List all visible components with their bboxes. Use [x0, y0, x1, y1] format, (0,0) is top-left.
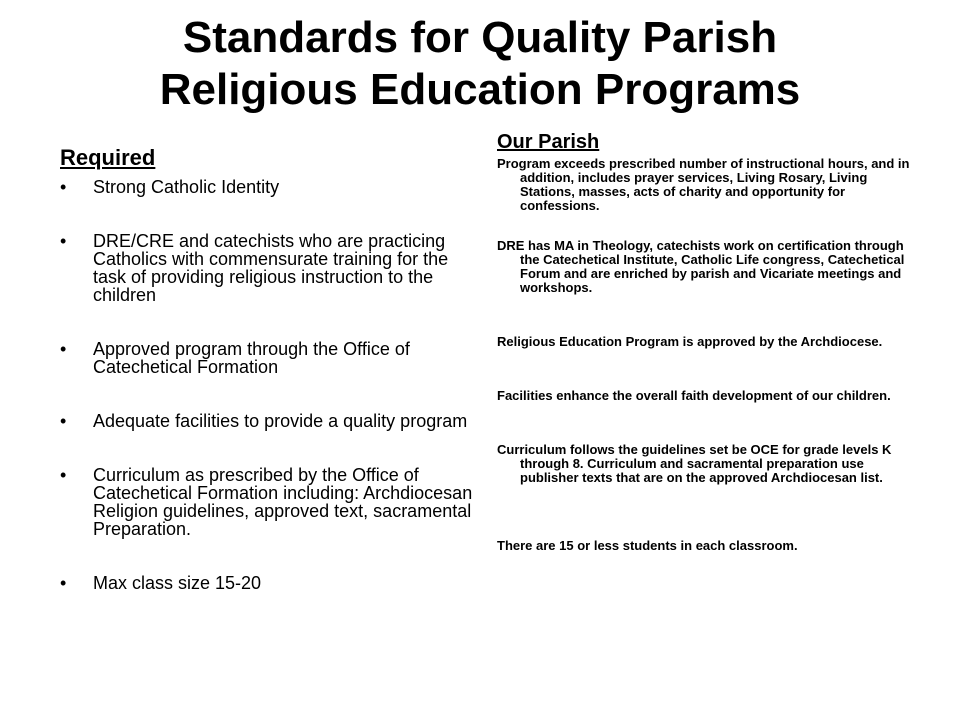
required-item — [60, 178, 480, 196]
required-item-text: Strong Catholic Identity — [93, 177, 280, 197]
our-parish-item: Program exceeds prescribed number of instructional hours, and in addition, includes prayer services, Living Rosary, Living Stations, masses, acts of charity and opportunity for confessions. — [497, 156, 910, 213]
our-parish-item: DRE has MA in Theology, catechists work on certification through the Catechetical Institute, Catholic Life congress, Catechetical Forum and are enriched by parish and Vicariate meetings and workshops. — [497, 238, 905, 295]
required-item — [60, 574, 480, 592]
required-item-text: Curriculum as prescribed by the Office of Catechetical Formation including: Archdiocesan Religion guidelines, approved text, sacramental Preparation. — [93, 465, 473, 539]
required-item — [60, 412, 480, 430]
our-parish-item: There are 15 or less students in each classroom. — [497, 538, 798, 553]
bullet-icon: • — [60, 231, 67, 251]
required-column — [60, 142, 480, 592]
bullet-icon: • — [60, 465, 67, 485]
our-parish-heading: Our Parish — [497, 131, 600, 153]
required-item — [60, 466, 480, 538]
title-line-2: Religious Education Programs — [159, 65, 801, 114]
required-item-text: DRE/CRE and catechists who are practicing Catholics with commensurate training for the task of providing religious instruction to the children — [93, 231, 449, 305]
bullet-icon: • — [60, 339, 67, 359]
slide-title — [0, 12, 960, 116]
required-item-text: Approved program through the Office of Catechetical Formation — [93, 339, 410, 377]
our-parish-item: Religious Education Program is approved by the Archdiocese. — [497, 334, 883, 349]
title-line-1: Standards for Quality Parish — [182, 13, 778, 62]
required-item-text: Max class size 15-20 — [93, 573, 262, 593]
required-item — [60, 232, 480, 304]
bullet-icon: • — [60, 411, 67, 431]
our-parish-column — [497, 128, 917, 553]
our-parish-item: Curriculum follows the guidelines set be OCE for grade levels K through 8. Curriculum and sacramental preparation use publisher texts that are on the approved Archdiocesan list. — [497, 442, 892, 485]
required-heading: Required — [60, 145, 156, 170]
bullet-icon: • — [60, 573, 67, 593]
bullet-icon: • — [60, 177, 67, 197]
our-parish-item: Facilities enhance the overall faith development of our children. — [497, 388, 891, 403]
required-item — [60, 340, 480, 376]
required-item-text: Adequate facilities to provide a quality program — [93, 411, 468, 431]
